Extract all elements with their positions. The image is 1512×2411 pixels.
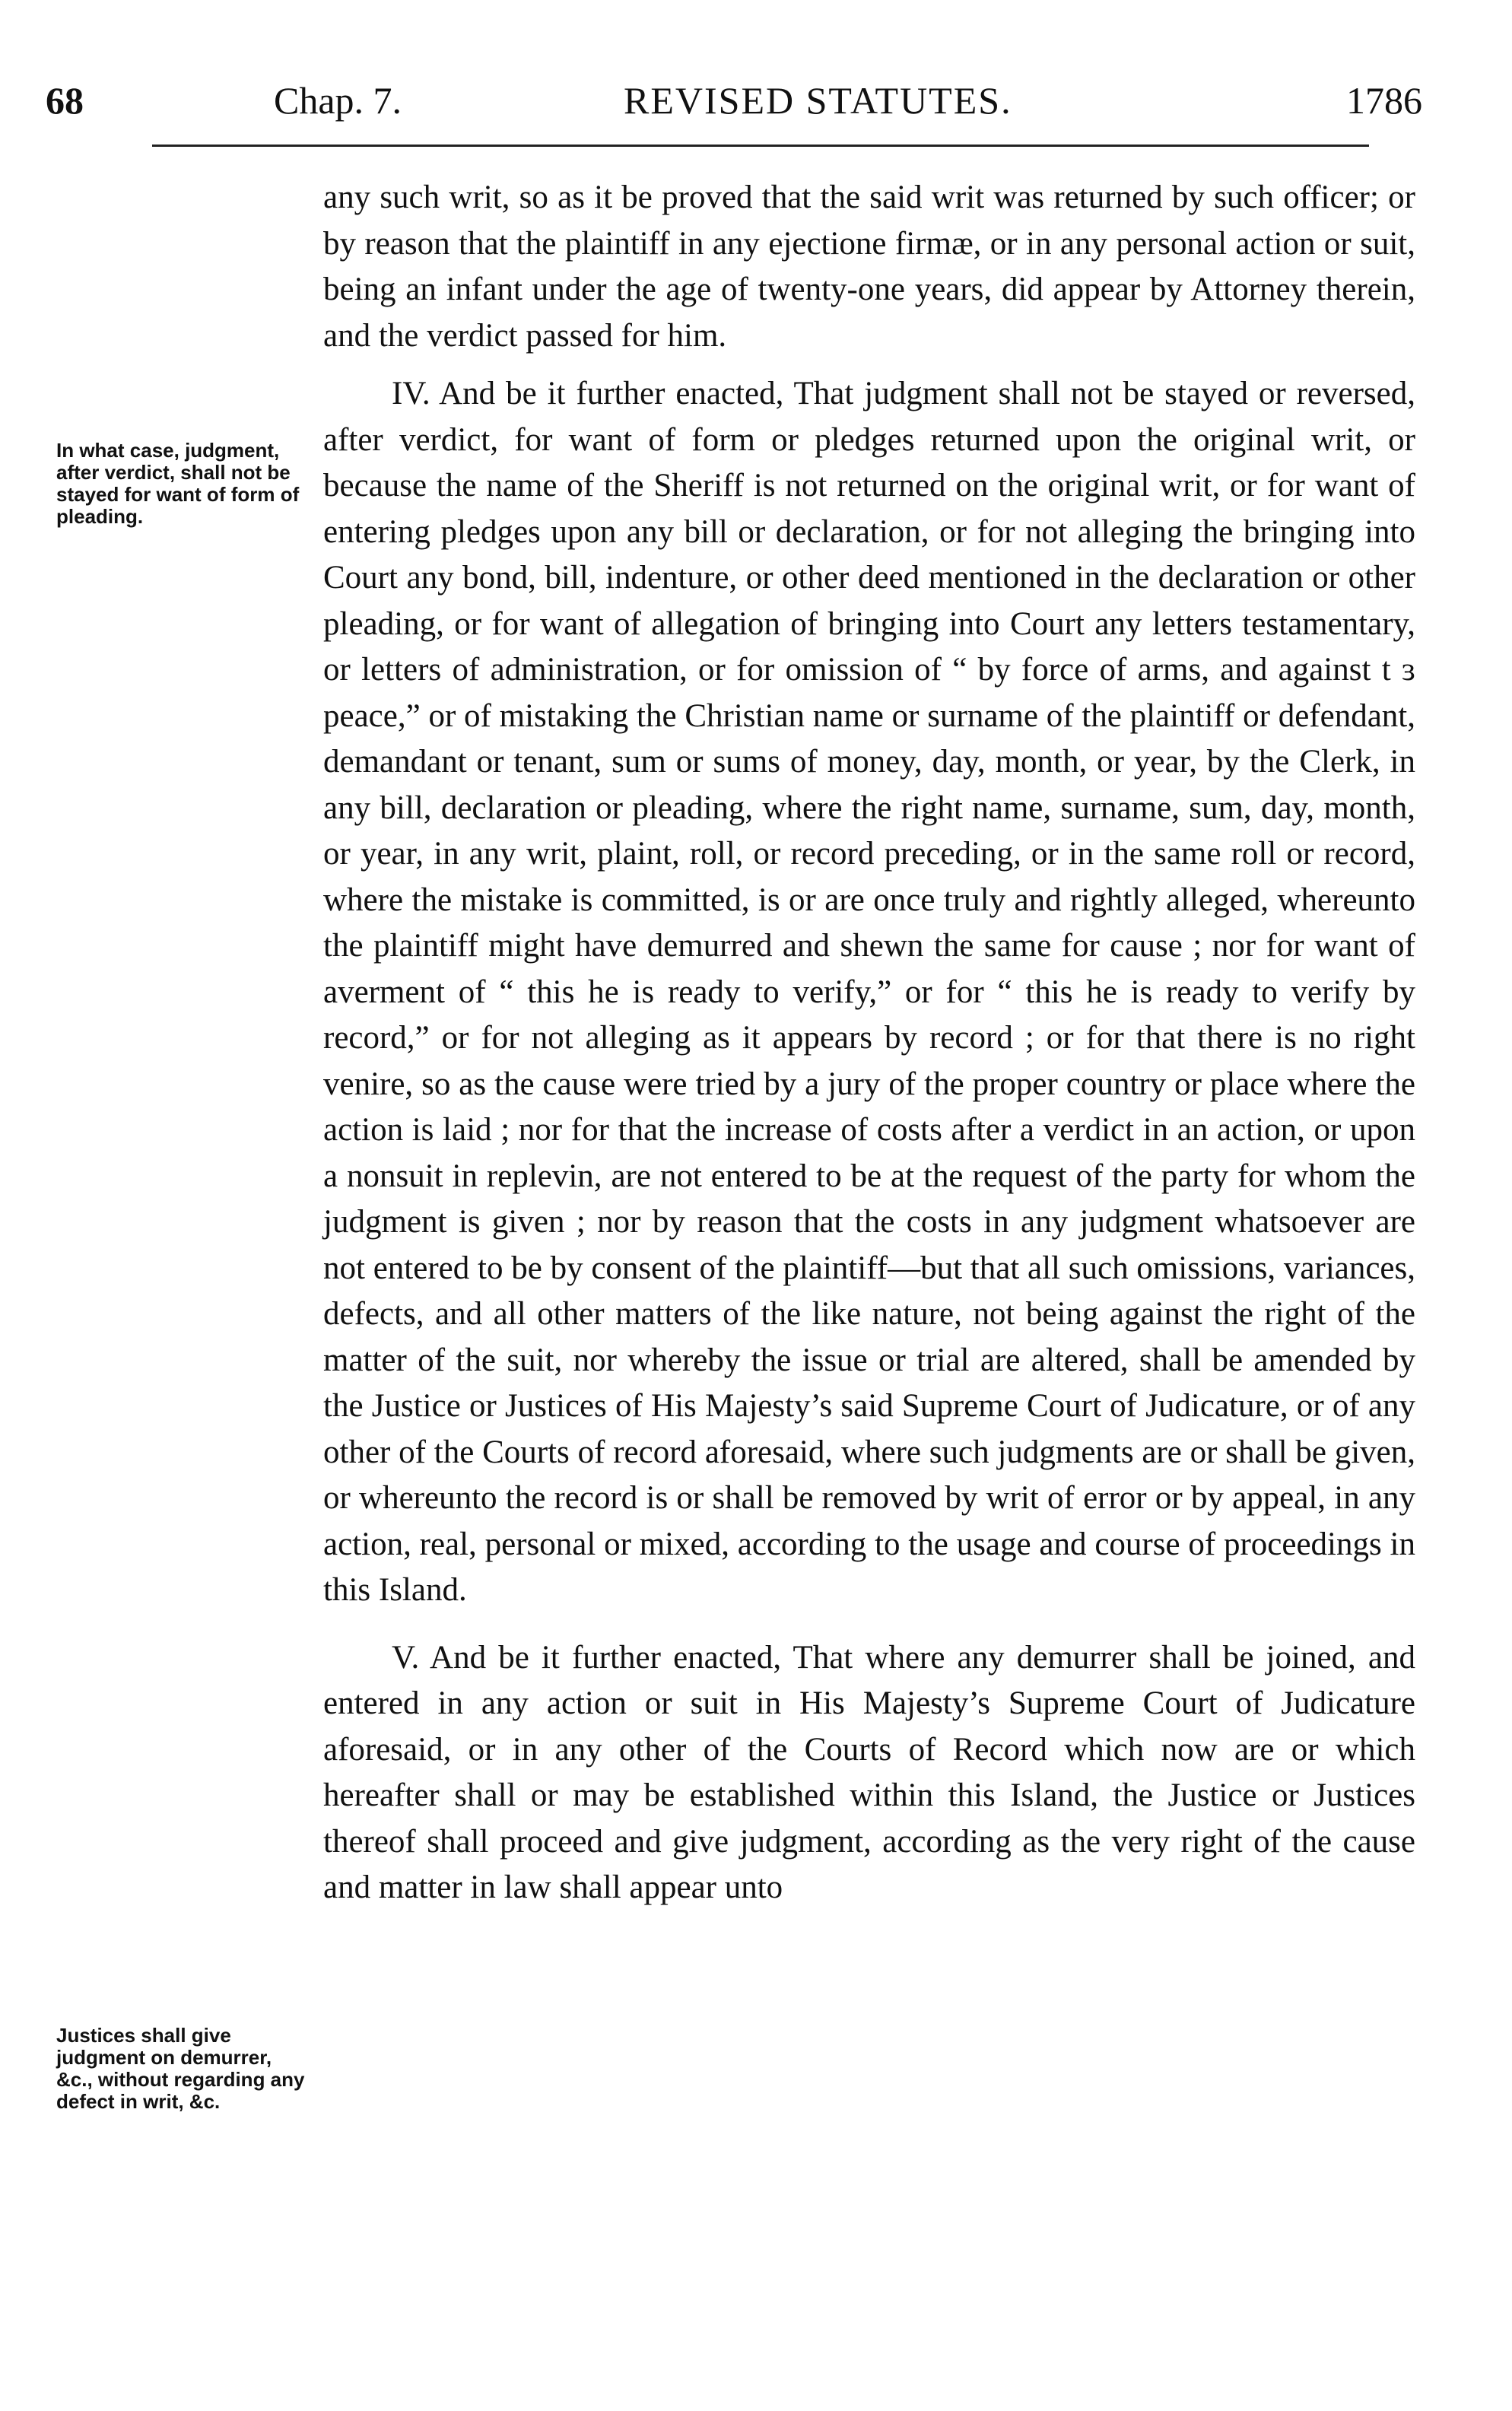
- paragraph-continuation: any such writ, so as it be proved that the said writ was returned by such officer; or by reason that the plaintiff in any ejectione firmæ, or in any personal action or suit, being an infant under the age of twenty-one years, did appear by Attorney therein, and the verdict passed for him.: [323, 179, 1415, 354]
- running-title: REVISED STATUTES.: [624, 79, 1012, 122]
- section-iv: IV. And be it further enacted, That judgment shall not be stayed or reversed, after verdict, for want of form or pledges returned upon the original writ, or because the name of the Sheriff is not returned on the original writ, or for want of entering pledges upon any bill or declaration, or for not alleging the bringing into Court any bond, bill, indenture, or other deed mentioned in the declaration or other pleading, or for want of allegation of bringing into Court any letters testamentary, or letters of administration, or for omission of “ by force of arms, and against t ɜ peace,” or of mistaking the Christian name or surname of the plaintiff or defendant, demandant or tenant, sum or sums of money, day, month, or year, by the Clerk, in any bill, declaration or pleading, where the right name, surname, sum, day, month, or year, in any writ, plaint, roll, or record preceding, or in the same roll or record, where the mistake is committed, is or are once truly and rightly alleged, whereunto the plaintiff might have demurred and shewn the same for cause ; nor for want of averment of “ this he is ready to verify,” or for “ this he is ready to verify by record,” or for not alleging as it appears by record ; or for that there is no right venire, so as the cause were tried by a jury of the proper country or place where the action is laid ; nor for that the increase of costs after a verdict in an action, or upon a nonsuit in replevin, are not entered to be at the request of the party for whom the judgment is given ; nor by reason that the costs in any judgment whatsoever are not entered to be by consent of the plaintiff—but that all such omissions, variances, defects, and all other matters of the like nature, not being against the right of the matter of the suit, nor whereby the issue or trial are altered, shall be amended by the Justice or Justices of His Majesty’s said Supreme Court of Judicature, or of any other of the Courts of record aforesaid, where such judgments are or shall be given, or whereunto the record is or shall be removed by writ of error or by appeal, in any action, real, personal or mixed, according to the usage and course of proceedings in this Island.: [323, 376, 1415, 1608]
- year-label: 1786: [1346, 79, 1422, 122]
- margin-note-judgment-after-verdict: [56, 440, 315, 528]
- statute-body: [323, 175, 1415, 1911]
- page-number: 68: [46, 79, 84, 122]
- chapter-label: Chap. 7.: [274, 79, 402, 122]
- section-v: V. And be it further enacted, That where any demurrer shall be joined, and entered in any action or suit in His Majesty’s Supreme Court of Judicature aforesaid, or in any other of the Courts of Record which now are or which hereafter shall or may be established within this Island, the Justice or Justices thereof shall proceed and give judgment, according as the very right of the cause and matter in law shall appear unto: [323, 1639, 1415, 1905]
- margin-note-text: In what case, judgment, after verdict, shall not be stayed for want of form of pleading.: [56, 439, 300, 528]
- header-rule: [152, 145, 1369, 147]
- margin-note-text: Justices shall give judgment on demurrer, &c., without regarding any defect in writ, &c.: [56, 2024, 305, 2113]
- page-header: [46, 70, 1422, 131]
- margin-note-judgment-on-demurrer: [56, 2025, 315, 2113]
